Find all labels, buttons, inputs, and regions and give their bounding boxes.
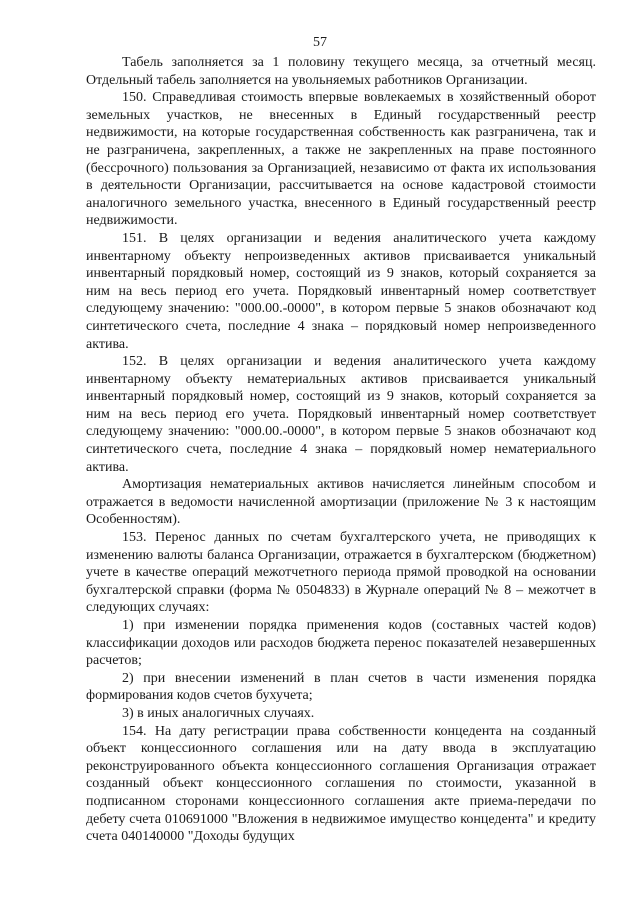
paragraph-154: 154. На дату регистрации права собственности концедента на созданный объект концессионного соглашения или на дату ввода в эксплуатацию реконструированного объекта концессионного соглашения Организация отражает созданный объект концессионного соглашения по стоимости, указанной в подписанном сторонами концессионного соглашения акте приема-передачи по дебету счета 010691000 "Вложения в недвижимое имущество концедента" и кредиту счета 040140000 "Доходы будущих — [86, 723, 596, 845]
list-item-3: 3) в иных аналогичных случаях. — [122, 705, 315, 721]
paragraph-timesheet: Табель заполняется за 1 половину текущего месяца, за отчетный месяц. Отдельный табель заполняется на увольняемых работников Организации. — [86, 55, 596, 88]
list-item-2: 2) при внесении изменений в план счетов в части изменения порядка формирования кодов счетов бухучета; — [86, 670, 596, 704]
paragraph-152: 152. В целях организации и ведения аналитического учета каждому инвентарному объекту нематериальных активов присваивается уникальный инвентарный порядковый номер, состоящий из 9 знаков, который сохраняется за ним на весь период его учета. Порядковый инвентарный номер соответствует следующему значению: "000.00.-0000", в котором первые 5 знаков обозначают код синтетического счета, последние 4 знака – порядковый номер нематериального актива. — [86, 354, 596, 475]
document-body — [86, 54, 596, 846]
paragraph-153: 153. Перенос данных по счетам бухгалтерского учета, не приводящих к изменению валюты баланса Организации, отражается в бухгалтерском (бюджетном) учете в качестве операций межотчетного периода прямой проводкой на основании бухгалтерской справки (форма № 0504833) в Журнале операций № 8 – межотчет в следующих случаях: — [86, 530, 596, 616]
page-number: 57 — [313, 35, 327, 50]
paragraph-151: 151. В целях организации и ведения аналитического учета каждому инвентарному объекту непроизведенных активов присваивается уникальный инвентарный порядковый номер, состоящий из 9 знаков, который сохраняется за ним на весь период его учета. Порядковый инвентарный номер соответствует следующему значению: "000.00.-0000", в котором первые 5 знаков обозначают код синтетического счета, последние 4 знака – порядковый номер непроизведенного актива. — [86, 230, 596, 352]
paragraph-150: 150. Справедливая стоимость впервые вовлекаемых в хозяйственный оборот земельных участков, не внесенных в Единый государственный реестр недвижимости, на которые государственная собственность как разграничена, так и не разграничена, закрепленных, а также не закрепленных на праве постоянного (бессрочного) пользования за Организацией, независимо от факта их использования в деятельности Организации, рассчитывается на основе кадастровой стоимости аналогичного земельного участка, внесенного в Единый государственный реестр недвижимости. — [86, 90, 596, 229]
paragraph-amortization: Амортизация нематериальных активов начисляется линейным способом и отражается в ведомости начисленной амортизации (приложение № 3 к настоящим Особенностям). — [86, 477, 596, 528]
list-item-1: 1) при изменении порядка применения кодов (составных частей кодов) классификации доходов или расходов бюджета перенос показателей незавершенных расчетов; — [86, 618, 596, 669]
